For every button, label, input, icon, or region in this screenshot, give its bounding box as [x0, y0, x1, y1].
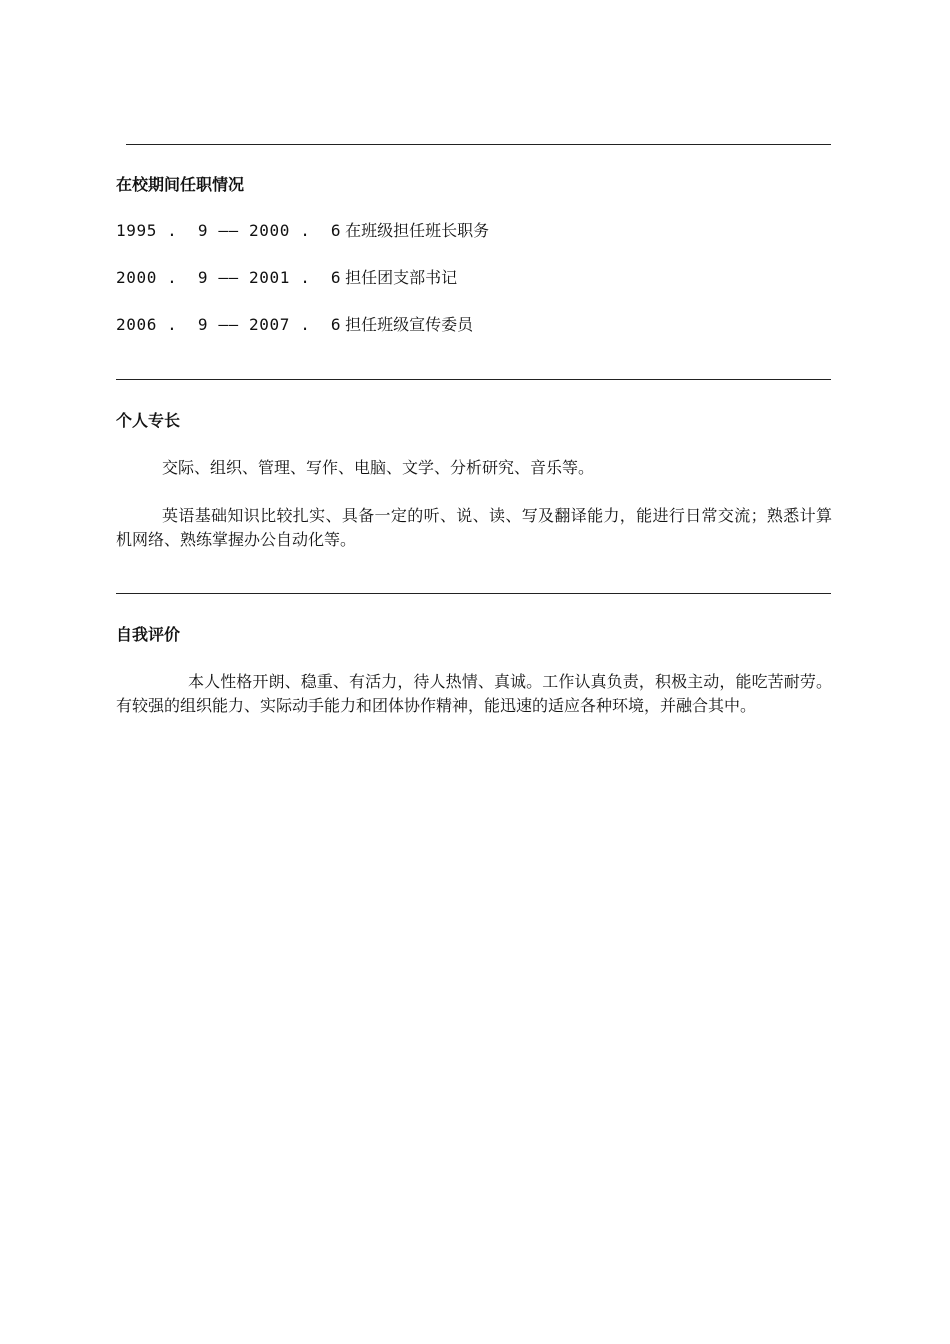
position-period: 2000 . 9 —— 2001 . 6	[116, 268, 342, 287]
position-row	[116, 315, 473, 335]
divider-self-evaluation	[116, 593, 831, 594]
position-duty: 在班级担任班长职务	[345, 221, 490, 240]
positions-section-title: 在校期间任职情况	[116, 175, 245, 194]
position-row	[116, 221, 489, 241]
position-period: 2006 . 9 —— 2007 . 6	[116, 315, 342, 334]
divider-skills	[116, 379, 831, 380]
self-evaluation-paragraph: 本人性格开朗、稳重、有活力，待人热情、真诚。工作认真负责，积极主动，能吃苦耐劳。有较强的组织能力、实际动手能力和团体协作精神，能迅速的适应各种环境，并融合其中。	[116, 672, 832, 715]
skills-paragraph: 交际、组织、管理、写作、电脑、文学、分析研究、音乐等。	[162, 458, 595, 477]
skills-section-title: 个人专长	[116, 411, 181, 430]
self-evaluation-section-title: 自我评价	[116, 625, 181, 644]
position-row	[116, 268, 457, 288]
position-period: 1995 . 9 —— 2000 . 6	[116, 221, 342, 240]
skills-paragraph: 英语基础知识比较扎实、具备一定的听、说、读、写及翻译能力，能进行日常交流；熟悉计算机网络、熟练掌握办公自动化等。	[116, 506, 832, 549]
position-duty: 担任班级宣传委员	[345, 315, 474, 334]
divider-top	[126, 144, 831, 145]
position-duty: 担任团支部书记	[345, 268, 458, 287]
